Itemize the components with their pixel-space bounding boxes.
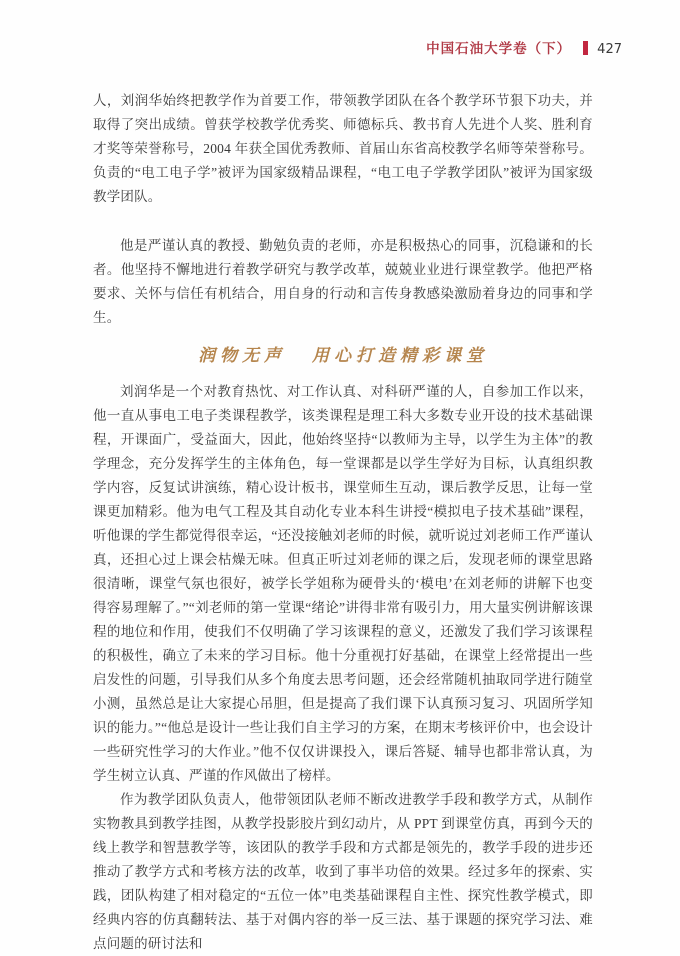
page-body [93, 89, 593, 956]
paragraph-team: 作为教学团队负责人，他带领团队老师不断改进教学手段和教学方式，从制作实物教具到教学挂图，从教学投影胶片到幻动片，从 PPT 到课堂仿真，再到今天的线上教学和智慧教学等，该团队的教学手段和方式都是领先的，教学手段的进步还推动了教学方式和考核方法的改革，收到了事半功倍的效果。经过多年的探索、实践，团队构建了相对稳定的“五位一体”电类基础课程自主性、探究性教学模式，即经典内容的仿真翻转法、基于对偶内容的举一反三法、基于课题的探究学习法、难点问题的研讨法和 [93, 792, 593, 951]
paragraph-summary: 他是严谨认真的教授、勤勉负责的老师，亦是积极热心的同事，沉稳谦和的长者。他坚持不懈地进行着教学研究与教学改革，兢兢业业进行课堂教学。他把严格要求、关怀与信任有机结合，用自身的行动和言传身教感染激励着身边的同事和学生。 [93, 238, 593, 325]
running-head [0, 40, 680, 59]
paragraph-teaching: 刘润华是一个对教育热忱、对工作认真、对科研严谨的人，自参加工作以来，他一直从事电工电子类课程教学，该类课程是理工科大多数专业开设的技术基础课程，开课面广，受益面大，因此，他始终坚持“以教师为主导，以学生为主体”的教学理念，充分发挥学生的主体角色，每一堂课都是以学生学好为目标，认真组织教学内容，反复试讲演练，精心设计板书，课堂师生互动，课后教学反思，让每一堂课更加精彩。他为电气工程及其自动化专业本科生讲授“模拟电子技术基础”课程，听他课的学生都觉得很幸运，“还没接触刘老师的时候，就听说过刘老师工作严谨认真，还担心过上课会枯燥无味。但真正听过刘老师的课之后，发现老师的课堂思路很清晰，课堂气氛也很好，被学长学姐称为硬骨头的‘模电’在刘老师的讲解下也变得容易理解了。”“刘老师的第一堂课“绪论”讲得非常有吸引力，用大量实例讲解该课程的地位和作用，使我们不仅明确了学习该课程的意义，还激发了我们学习该课程的积极性，确立了未来的学习目标。他十分重视打好基础，在课堂上经常提出一些启发性的问题，引导我们从多个角度去思考问题，还会经常随机抽取同学进行随堂小测，虽然总是让大家提心吊胆，但是提高了我们课下认真预习复习、巩固所学知识的能力。”“他总是设计一些让我们自主学习的方案，在期末考核评价中，也会设计一些研究性学习的大作业。”他不仅仅讲课投入，课后答疑、辅导也都非常认真，为学生树立认真、严谨的作风做出了榜样。 [93, 384, 593, 783]
header-divider-bar [583, 41, 588, 55]
book-title: 中国石油大学卷（下） [426, 41, 572, 56]
page-number: 427 [597, 42, 622, 57]
section-heading-part1: 润物无声 [198, 346, 286, 365]
paragraph-continuation: 人，刘润华始终把教学作为首要工作，带领教学团队在各个教学环节狠下功夫，并取得了突出成绩。曾获学校教学优秀奖、师德标兵、教书育人先进个人奖、胜利育才奖等荣誉称号，2004 年获全国优秀教师、首届山东省高校教学名师等荣誉称号。负责的“电工电子学”被评为国家级精品课程，“电工电子学教学团队”被评为国家级教学团队。 [93, 93, 593, 204]
section-heading [93, 343, 593, 369]
section-heading-part2: 用心打造精彩课堂 [312, 346, 488, 365]
